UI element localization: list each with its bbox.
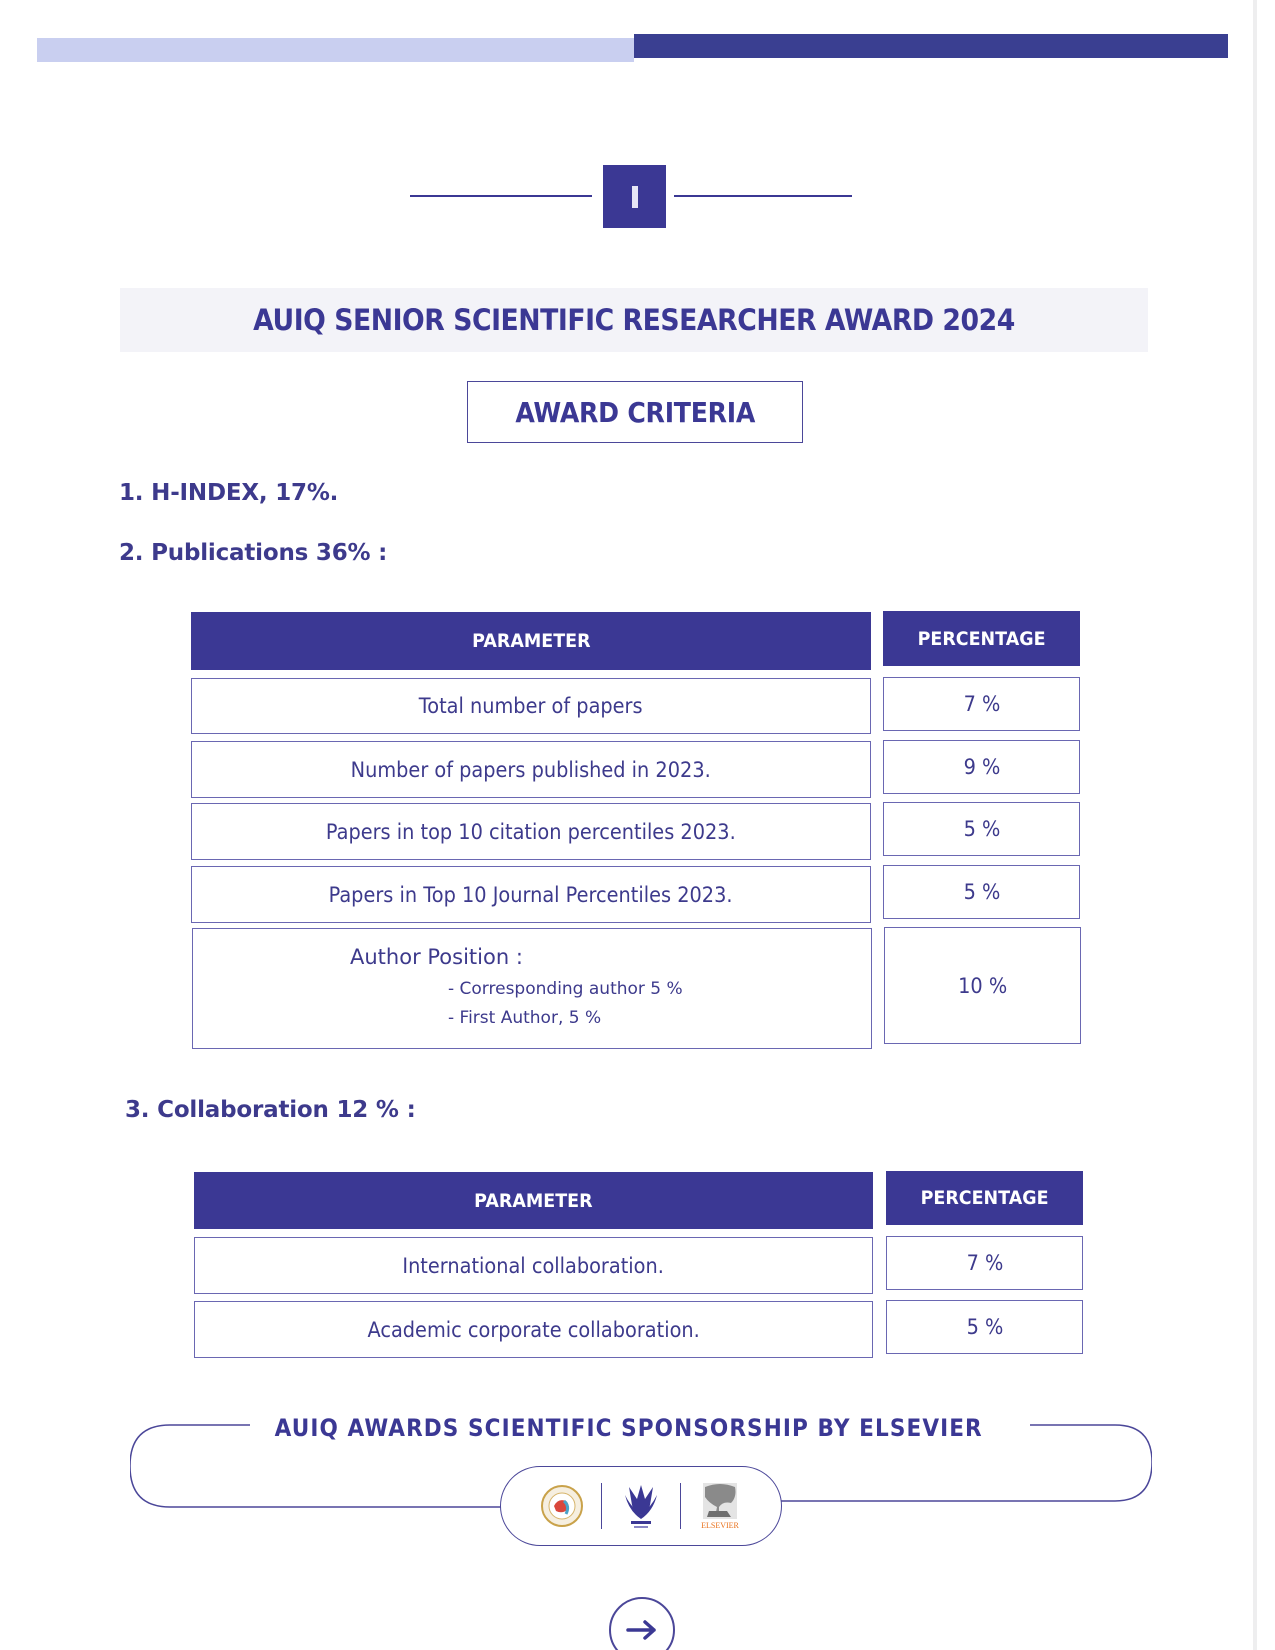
table-row-percentage (883, 802, 1080, 856)
section-number-badge (603, 165, 666, 228)
table-row-percentage (886, 1300, 1083, 1354)
award-criteria-box (467, 381, 803, 443)
title-band (120, 288, 1148, 352)
author-position-item: - First Author, 5 % (448, 1008, 602, 1028)
ornament-line-left (410, 195, 592, 197)
author-position-item: - Corresponding author 5 % (448, 979, 683, 999)
table-row-percentage (883, 740, 1080, 794)
cell-text: 5 % (966, 1315, 1003, 1339)
cell-text: 9 % (963, 755, 1000, 779)
logo-separator (680, 1483, 682, 1529)
table-row-parameter (191, 866, 871, 923)
tulip-logo (618, 1481, 664, 1531)
table-row-percentage (886, 1236, 1083, 1290)
cell-text: Academic corporate collaboration. (367, 1317, 700, 1342)
elsevier-logo (697, 1481, 743, 1531)
criterion-h-index: 1. H-INDEX, 17%. (119, 480, 339, 506)
svg-text:ELSEVIER: ELSEVIER (701, 1521, 739, 1530)
top-bar-light (37, 38, 634, 62)
cell-text: 7 % (963, 692, 1000, 716)
cell-text: 5 % (963, 817, 1000, 841)
table-row-parameter (191, 741, 871, 798)
university-seal-logo (539, 1481, 585, 1531)
award-criteria-label: AWARD CRITERIA (515, 395, 755, 429)
cell-text: 7 % (966, 1251, 1003, 1275)
next-page-button[interactable] (609, 1597, 675, 1650)
table-row-parameter (191, 678, 871, 734)
collab-header-parameter (194, 1172, 873, 1229)
cell-text: 5 % (963, 880, 1000, 904)
table-row-percentage (883, 677, 1080, 731)
header-label: PARAMETER (474, 1189, 593, 1212)
cell-text: 10 % (957, 973, 1008, 998)
ornament-line-right (674, 195, 852, 197)
author-position-label: Author Position : (350, 945, 523, 969)
pub-header-percentage (883, 611, 1080, 666)
cell-text: Papers in Top 10 Journal Percentiles 2023. (329, 882, 733, 907)
table-row-percentage (884, 927, 1081, 1044)
pub-header-parameter (191, 612, 871, 670)
logo-separator (601, 1483, 603, 1529)
table-row-parameter (194, 1237, 873, 1294)
criterion-publications: 2. Publications 36% : (119, 540, 388, 566)
page-title: AUIQ SENIOR SCIENTIFIC RESEARCHER AWARD 2024 (253, 303, 1015, 337)
collab-header-percentage (886, 1171, 1083, 1225)
sponsorship-title: AUIQ AWARDS SCIENTIFIC SPONSORSHIP BY ELSEVIER (262, 1414, 995, 1442)
header-label: PERCENTAGE (917, 627, 1046, 650)
roman-numeral-one (632, 186, 638, 208)
table-row-author-position (192, 928, 872, 1049)
top-bar-dark (634, 34, 1228, 58)
arrow-right-icon (625, 1619, 659, 1641)
header-label: PARAMETER (471, 630, 591, 652)
criterion-collaboration: 3. Collaboration 12 % : (125, 1097, 416, 1123)
cell-text: International collaboration. (402, 1253, 665, 1278)
page-edge (1253, 0, 1257, 1650)
sponsor-logos (500, 1466, 782, 1546)
table-row-parameter (191, 803, 871, 860)
cell-text: Total number of papers (419, 694, 643, 718)
cell-text: Papers in top 10 citation percentiles 2023. (326, 819, 736, 844)
header-label: PERCENTAGE (920, 1187, 1049, 1209)
table-row-parameter (194, 1301, 873, 1358)
table-row-percentage (883, 865, 1080, 919)
cell-text: Number of papers published in 2023. (350, 757, 712, 782)
